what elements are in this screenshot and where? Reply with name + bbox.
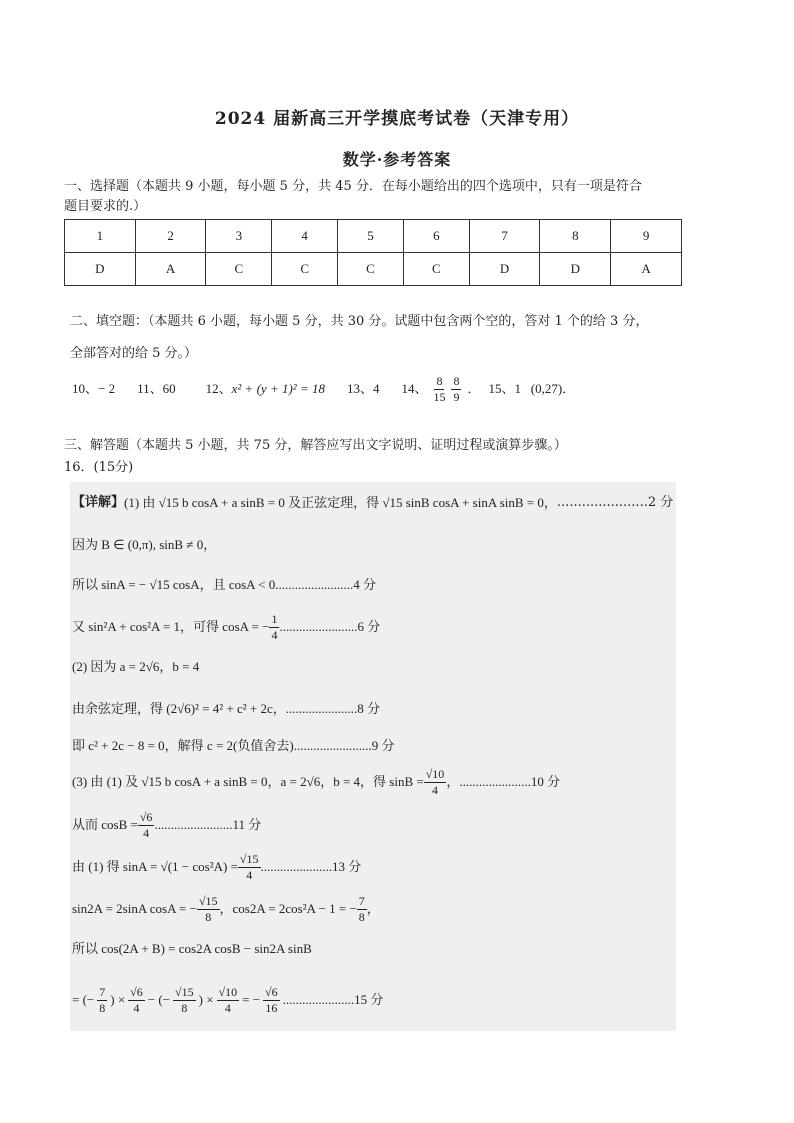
page-subtitle: 数学·参考答案 <box>342 150 452 169</box>
fraction-den: 9 <box>453 389 460 404</box>
section1-heading-line2: 题目要求的.） <box>64 199 147 214</box>
fraction <box>263 985 280 1016</box>
section2-heading-line1: 二、填空题：（本题共 6 小题，每小题 5 分，共 30 分。试题中包含两个空的，答对 1 个的给 3 分， <box>70 314 649 329</box>
fraction-num: √15 <box>239 851 259 866</box>
question-16-label: 16．(15分) <box>64 460 134 475</box>
answer-15-b: (0,27)． <box>530 381 576 396</box>
fraction-den: 8 <box>358 909 365 924</box>
section2-heading-line2: 全部答对的给 5 分。） <box>70 346 198 361</box>
fraction-num: 1 <box>271 611 278 626</box>
solution-line-2: 因为 B ∈ (0,π), sinB ≠ 0， <box>72 537 217 552</box>
table-cell: C <box>206 253 272 286</box>
table-cell: 7 <box>469 220 540 253</box>
fraction-den: 4 <box>133 1000 140 1015</box>
fraction-num: √15 <box>198 893 218 908</box>
fraction-num: √15 <box>175 984 194 999</box>
score-mark: ........................9 分 <box>293 738 395 753</box>
fraction-num: √6 <box>265 984 278 999</box>
answer-14 <box>401 374 480 405</box>
fraction-den: 15 <box>433 389 446 404</box>
table-cell: D <box>469 253 540 286</box>
fraction <box>269 612 279 643</box>
table-cell: 2 <box>135 220 206 253</box>
fraction-num: 8 <box>436 373 443 388</box>
solution-line-4 <box>72 610 380 644</box>
fraction-num: √10 <box>425 766 445 781</box>
solution-line-7 <box>72 737 394 755</box>
answer-10: 10、− 2 <box>72 381 116 396</box>
fraction-num: √10 <box>218 984 238 999</box>
table-cell: 8 <box>540 220 611 253</box>
detail-tag: 【详解】 <box>72 495 125 510</box>
fraction-num: 8 <box>453 373 460 388</box>
table-cell: A <box>611 253 682 286</box>
answer-11: 11、60 <box>137 381 176 396</box>
score-mark: ........................4 分 <box>275 577 376 592</box>
solution-text: ) × <box>110 992 126 1007</box>
solution-text: ， <box>446 774 460 789</box>
solution-text: (3) 由 (1) 及 √15 b cosA + a sinB = 0，a = 2√6，b = 4，得 sinB = <box>72 774 424 789</box>
table-cell: C <box>338 253 404 286</box>
score-mark: ......................13 分 <box>260 859 362 874</box>
fraction-num: 7 <box>99 984 106 999</box>
fraction-num: √6 <box>130 984 143 999</box>
table-cell: D <box>65 253 136 286</box>
solution-text: = − <box>242 992 261 1007</box>
solution-text: 由 (1) 得 sinA = √(1 − cos²A) = <box>72 859 238 874</box>
choice-answer-table <box>64 219 682 286</box>
solution-text: ， <box>366 901 380 916</box>
answer-14-prefix: 14、 <box>401 381 428 396</box>
solution-text: sin2A = 2sinA cosA = − <box>72 901 197 916</box>
fraction-den: 4 <box>271 627 278 642</box>
fraction-den: 4 <box>143 825 150 840</box>
solution-text: 所以 sinA = − √15 cosA，且 cosA < 0 <box>72 577 276 592</box>
fraction-den: 4 <box>432 782 439 797</box>
fraction-num: √6 <box>139 809 153 824</box>
table-cell: 3 <box>206 220 272 253</box>
table-row-answers <box>65 253 682 286</box>
fraction <box>128 985 145 1016</box>
solution-line-3 <box>72 576 376 594</box>
fraction <box>357 894 367 925</box>
table-cell: 6 <box>403 220 469 253</box>
solution-line-10 <box>72 849 361 885</box>
score-mark: ......................8 分 <box>285 701 381 716</box>
table-cell: 4 <box>272 220 338 253</box>
fraction-den: 16 <box>265 1000 278 1015</box>
solution-text: ) × <box>198 992 214 1007</box>
table-row-numbers <box>65 220 682 253</box>
score-mark: ......................15 分 <box>282 992 384 1007</box>
solution-text: (1) 由 √15 b cosA + a sinB = 0 及正弦定理，得 √15 sinB cosA + sinA sinB = 0， <box>124 495 557 510</box>
solution-line-8 <box>72 764 560 800</box>
answer-12-math: x² + (y + 1)² = 18 <box>231 381 325 396</box>
solution-text: 由余弦定理，得 (2√6)² = 4² + c² + 2c， <box>72 701 286 716</box>
fraction <box>424 767 447 798</box>
fraction <box>238 852 261 883</box>
fraction <box>217 985 240 1016</box>
solution-text: 从而 cosB = <box>72 817 138 832</box>
solution-text: ，cos2A = 2cos²A − 1 = − <box>219 901 357 916</box>
answer-12-prefix: 12、 <box>205 381 232 396</box>
fraction-num: 7 <box>358 893 365 908</box>
fraction <box>173 985 196 1016</box>
table-cell: C <box>403 253 469 286</box>
fill-answers-row <box>72 373 575 405</box>
fraction-den: 8 <box>205 909 212 924</box>
fraction <box>197 894 220 925</box>
section1-heading-line1: 一、选择题（本题共 9 小题，每小题 5 分，共 45 分．在每小题给出的四个选项中，只有一项是符合 <box>64 179 642 194</box>
solution-line-1 <box>72 494 673 512</box>
fraction-den: 4 <box>246 867 253 882</box>
solution-line-11 <box>72 890 380 928</box>
section3-heading: 三、解答题（本题共 5 小题，共 75 分，解答应写出文字说明、证明过程或演算步骤。） <box>64 438 567 453</box>
fraction-den: 8 <box>99 1000 106 1015</box>
solution-line-13 <box>72 980 383 1020</box>
score-mark: ......................2 分 <box>556 495 674 510</box>
fraction <box>97 985 107 1016</box>
solution-text: = (− <box>72 992 95 1007</box>
table-cell: 1 <box>65 220 136 253</box>
solution-text: 又 sin²A + cos²A = 1，可得 cosA = − <box>72 619 270 634</box>
table-cell: A <box>135 253 206 286</box>
solution-line-5: (2) 因为 a = 2√6，b = 4 <box>72 659 200 674</box>
fraction <box>138 810 155 841</box>
fraction <box>451 374 461 405</box>
solution-line-12: 所以 cos(2A + B) = cos2A cosB − sin2A sinB <box>72 941 312 956</box>
score-mark: ........................11 分 <box>154 817 262 832</box>
answer-15-a: 15、1 <box>488 381 522 396</box>
solution-text: − (− <box>147 992 171 1007</box>
fraction-den: 8 <box>181 1000 188 1015</box>
table-cell: 5 <box>338 220 404 253</box>
fraction-den: 4 <box>224 1000 231 1015</box>
answer-12 <box>206 379 325 399</box>
answer-14-suffix: ． <box>467 381 481 396</box>
solution-text: 即 c² + 2c − 8 = 0，解得 c = 2(负值舍去) <box>72 738 294 753</box>
page-title: 2024 届新高三开学摸底考试卷（天津专用） <box>214 109 580 129</box>
score-mark: ......................10 分 <box>459 774 561 789</box>
score-mark: ........................6 分 <box>279 619 381 634</box>
answer-15 <box>489 379 576 399</box>
solution-line-9 <box>72 807 261 843</box>
answer-13: 13、4 <box>346 381 380 396</box>
fraction <box>433 374 445 405</box>
table-cell: C <box>272 253 338 286</box>
table-cell: 9 <box>611 220 682 253</box>
table-cell: D <box>540 253 611 286</box>
solution-line-6 <box>72 700 380 718</box>
